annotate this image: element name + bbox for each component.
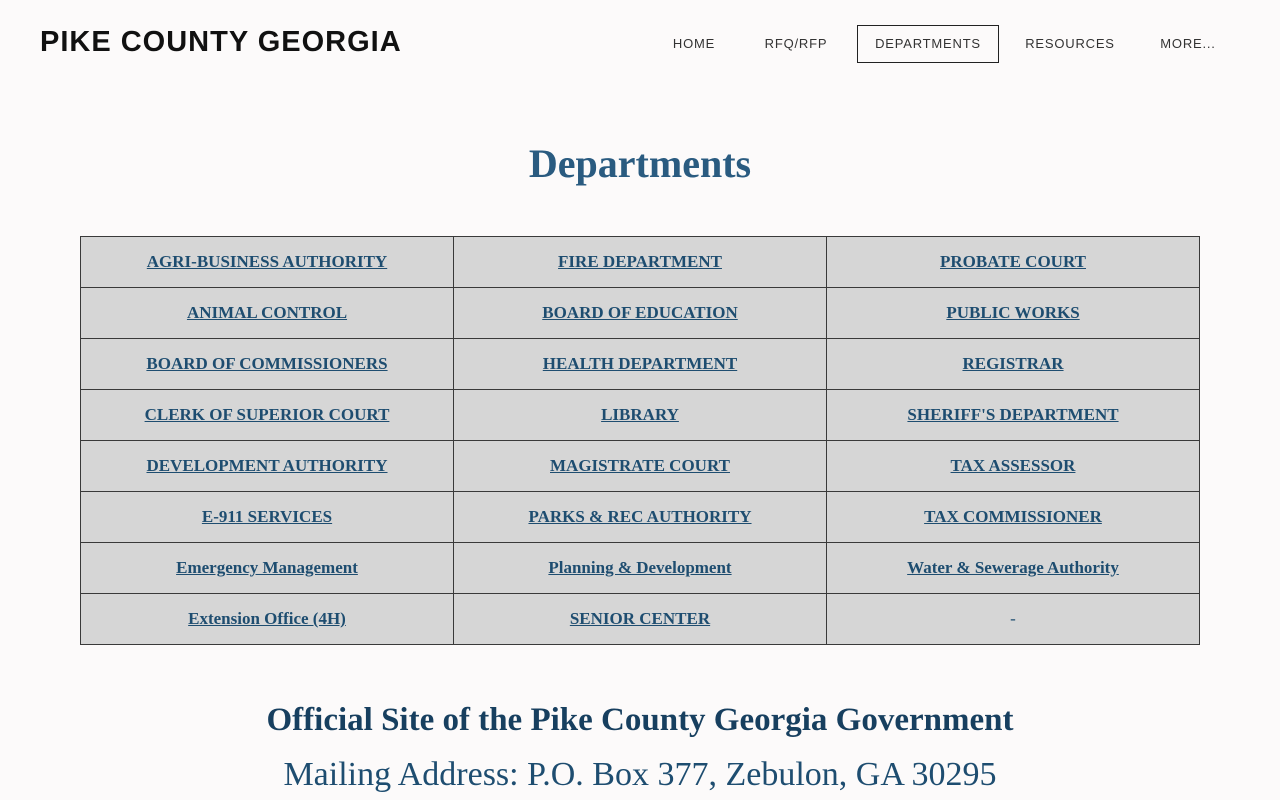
site-title[interactable]: PIKE COUNTY GEORGIA — [40, 26, 402, 58]
nav-rfq-rfp[interactable]: RFQ/RFP — [764, 36, 828, 51]
table-row — [81, 237, 1200, 288]
site-header — [0, 0, 1280, 88]
table-cell — [81, 594, 454, 645]
dept-link-board-of-education[interactable]: BOARD OF EDUCATION — [542, 303, 738, 322]
table-row — [81, 288, 1200, 339]
table-cell — [454, 594, 827, 645]
nav-departments[interactable]: DEPARTMENTS — [857, 25, 999, 63]
official-site-heading: Official Site of the Pike County Georgia Government — [266, 702, 1014, 738]
table-row — [81, 492, 1200, 543]
table-cell — [827, 441, 1200, 492]
table-cell — [454, 390, 827, 441]
dept-link-e911-services[interactable]: E-911 SERVICES — [201, 507, 333, 526]
departments-table — [80, 236, 1200, 645]
dept-link-fire-department[interactable]: FIRE DEPARTMENT — [558, 252, 722, 271]
table-row — [81, 339, 1200, 390]
table-cell — [827, 339, 1200, 390]
table-cell — [827, 492, 1200, 543]
dept-link-tax-assessor[interactable]: TAX ASSESSOR — [950, 456, 1076, 475]
dept-link-agri-business-authority[interactable]: AGRI-BUSINESS AUTHORITY — [146, 252, 388, 271]
main-nav — [0, 25, 1280, 63]
dept-link-emergency-management[interactable]: Emergency Management — [176, 558, 358, 577]
empty-cell-dash: - — [1010, 609, 1016, 628]
table-cell — [81, 339, 454, 390]
dept-link-health-department[interactable]: HEALTH DEPARTMENT — [542, 354, 738, 373]
dept-link-magistrate-court[interactable]: MAGISTRATE COURT — [550, 456, 730, 475]
dept-link-sheriffs-department[interactable]: SHERIFF'S DEPARTMENT — [907, 405, 1119, 424]
dept-link-board-of-commissioners[interactable]: BOARD OF COMMISSIONERS — [146, 354, 388, 373]
dept-link-extension-office[interactable]: Extension Office (4H) — [188, 609, 346, 628]
mailing-address: Mailing Address: P.O. Box 377, Zebulon, GA 30295 — [283, 756, 997, 793]
table-cell — [81, 441, 454, 492]
table-cell — [454, 339, 827, 390]
dept-link-registrar[interactable]: REGISTRAR — [962, 354, 1064, 373]
table-row — [81, 390, 1200, 441]
dept-link-senior-center[interactable]: SENIOR CENTER — [569, 609, 711, 628]
dept-link-tax-commissioner[interactable]: TAX COMMISSIONER — [924, 507, 1102, 526]
table-cell — [454, 543, 827, 594]
dept-link-clerk-of-superior-court[interactable]: CLERK OF SUPERIOR COURT — [144, 405, 390, 424]
dept-link-animal-control[interactable]: ANIMAL CONTROL — [186, 303, 348, 322]
table-cell — [454, 441, 827, 492]
table-cell — [454, 288, 827, 339]
table-cell — [827, 288, 1200, 339]
nav-home[interactable]: HOME — [672, 36, 716, 51]
table-cell — [81, 237, 454, 288]
table-cell — [827, 543, 1200, 594]
table-cell — [81, 492, 454, 543]
dept-link-library[interactable]: LIBRARY — [601, 405, 679, 424]
dept-link-water-sewerage-authority[interactable]: Water & Sewerage Authority — [907, 558, 1119, 577]
dept-link-public-works[interactable]: PUBLIC WORKS — [946, 303, 1080, 322]
dept-link-probate-court[interactable]: PROBATE COURT — [940, 252, 1086, 271]
nav-more[interactable]: MORE... — [1160, 36, 1216, 51]
table-cell — [81, 390, 454, 441]
table-cell — [827, 390, 1200, 441]
dept-link-parks-rec-authority[interactable]: PARKS & REC AUTHORITY — [528, 507, 752, 526]
table-cell — [81, 288, 454, 339]
table-cell — [454, 492, 827, 543]
table-cell — [827, 237, 1200, 288]
table-cell — [827, 594, 1200, 645]
table-row — [81, 441, 1200, 492]
page-title: Departments — [528, 141, 752, 186]
table-cell — [81, 543, 454, 594]
nav-resources[interactable]: RESOURCES — [1025, 36, 1115, 51]
dept-link-development-authority[interactable]: DEVELOPMENT AUTHORITY — [146, 456, 388, 475]
table-row — [81, 594, 1200, 645]
dept-link-planning-development[interactable]: Planning & Development — [548, 558, 732, 577]
table-cell — [454, 237, 827, 288]
table-row — [81, 543, 1200, 594]
